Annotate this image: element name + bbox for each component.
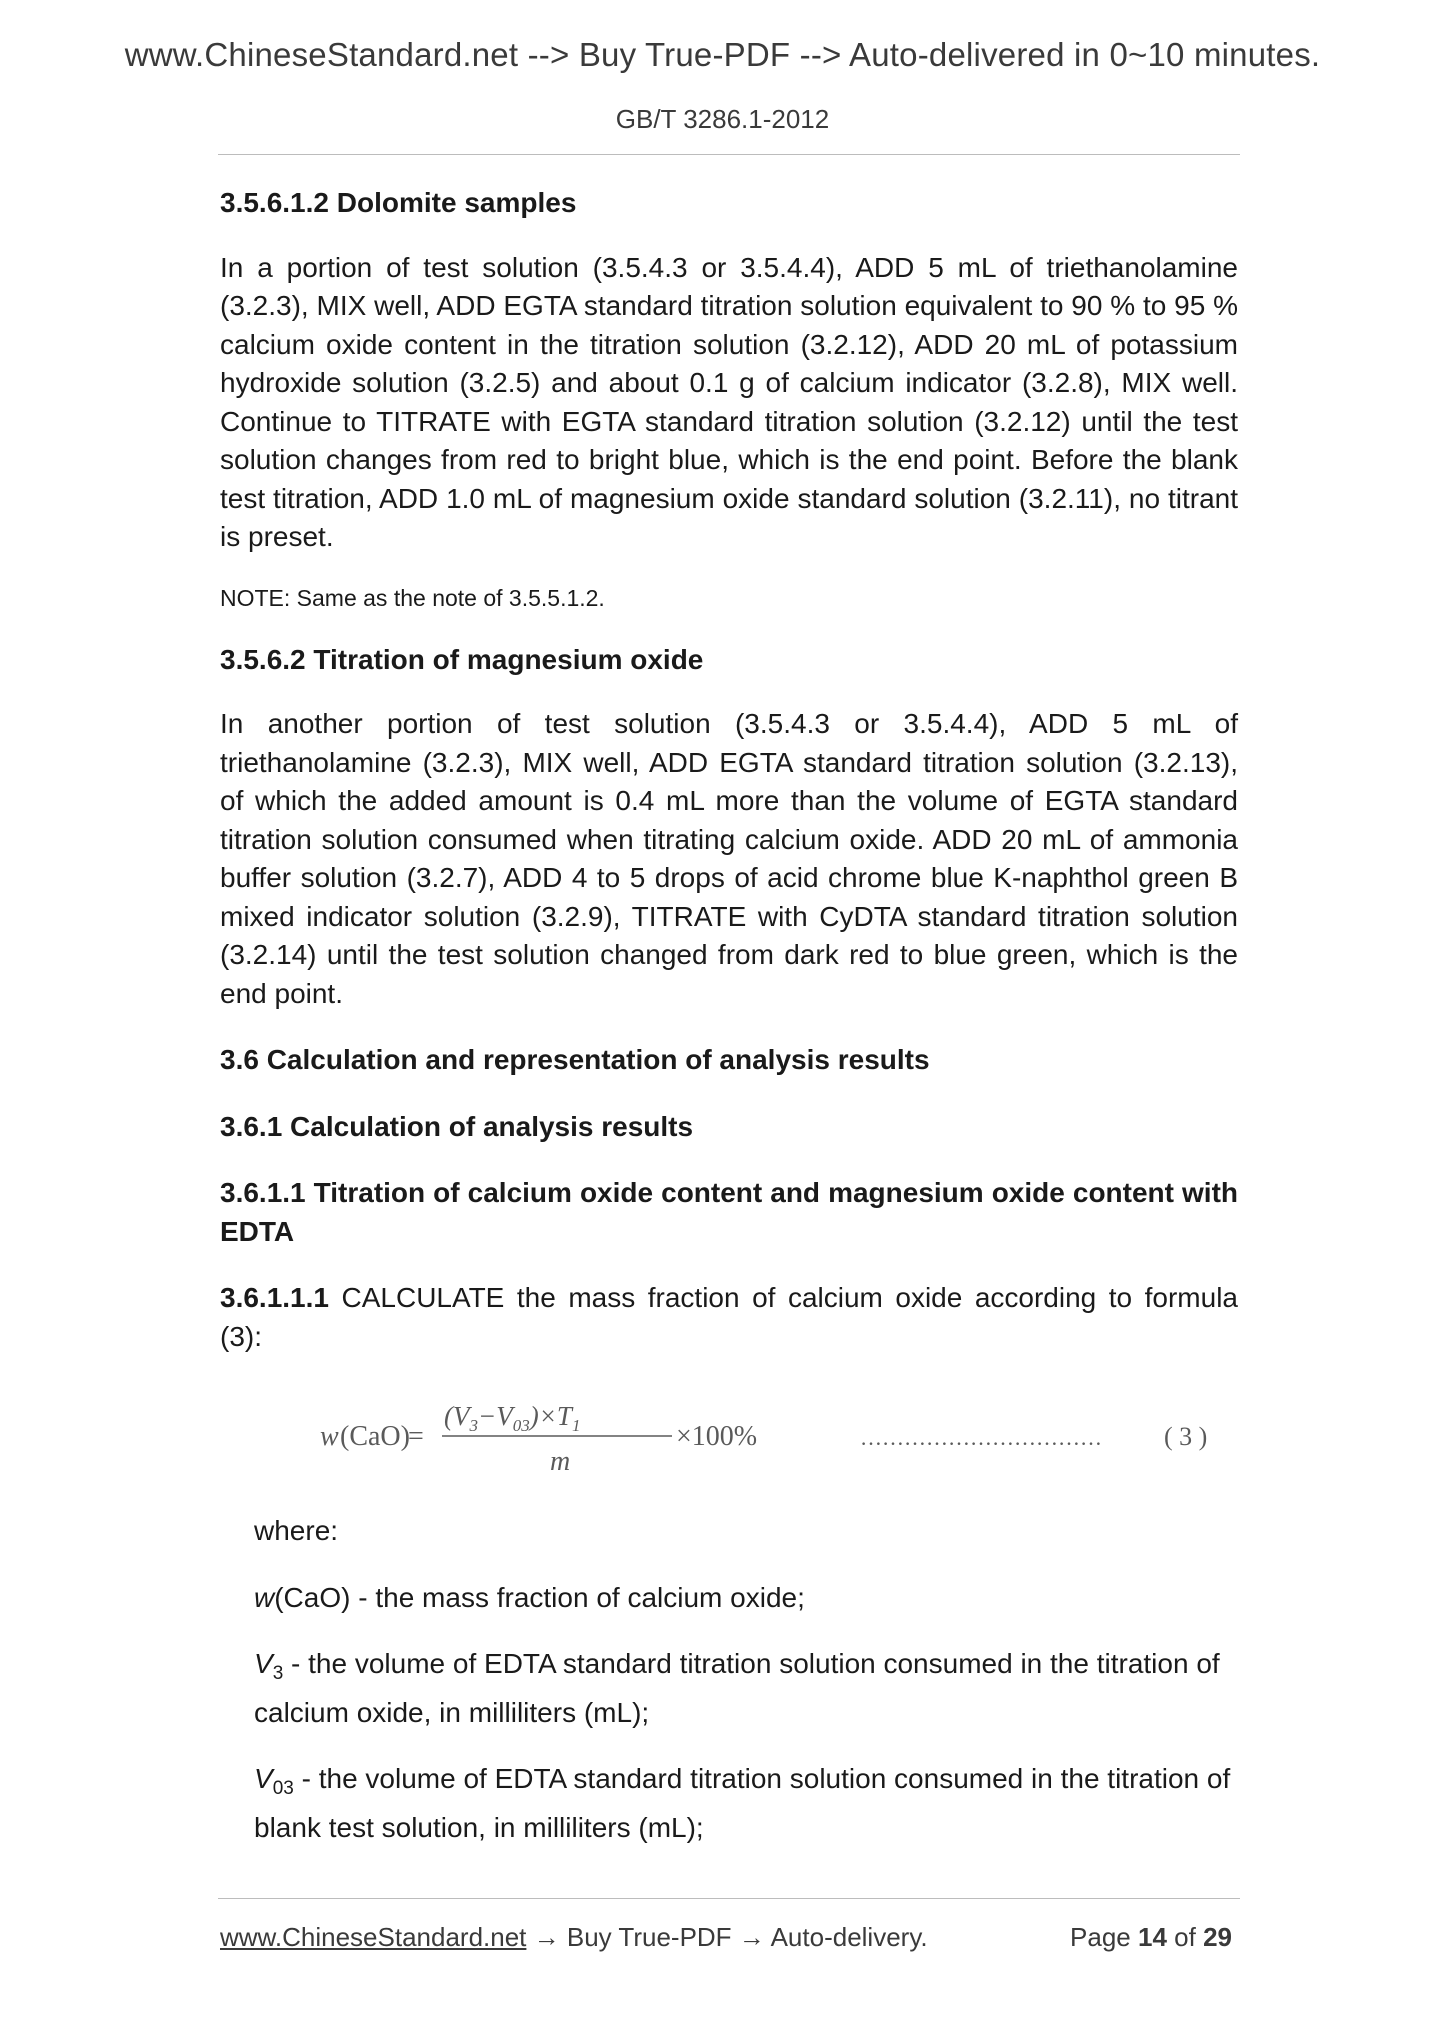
formula-open-v: (V xyxy=(444,1401,470,1431)
paragraph-mgo-procedure: In another portion of test solution (3.5.4.3 or 3.5.4.4), ADD 5 mL of triethanolamine (3.2.3), MIX well, ADD EGTA standard titration solution (3.2.13), of which the added amount is 0.4 mL more than the volume of EGTA standard titration solution consumed when titrating calcium oxide. ADD 20 mL of ammonia buffer solution (3.2.7), ADD 4 to 5 drops of acid chrome blue K-naphthol green B mixed indicator solution (3.2.9), TITRATE with CyDTA standard titration solution (3.2.14) until the test solution changed from dark red to blue green, which is the end point. xyxy=(220,708,1238,1009)
where-item-v03 xyxy=(254,1760,1238,1847)
formula-lhs-w: w xyxy=(320,1421,339,1452)
paragraph-cao-formula-intro xyxy=(220,1279,1238,1356)
heading-calculation: 3.6.1 Calculation of analysis results xyxy=(220,1110,694,1142)
symbol-subscript: 3 xyxy=(272,1663,284,1684)
formula-leader-dots: …………………………… xyxy=(860,1425,1102,1450)
formula-number: ( 3 ) xyxy=(1164,1422,1208,1451)
formula-t1-sub: 1 xyxy=(571,1416,581,1435)
formula-v03-sub: 03 xyxy=(512,1416,530,1435)
formula-3 xyxy=(220,1386,1238,1486)
arrow-icon: → xyxy=(731,1922,771,1952)
symbol: V xyxy=(254,1763,273,1794)
where-label: where: xyxy=(254,1515,339,1546)
site-link[interactable]: www.ChineseStandard.net xyxy=(220,1922,527,1952)
heading-mgo-titration: 3.5.6.2 Titration of magnesium oxide xyxy=(220,643,704,675)
symbol: V xyxy=(254,1648,273,1679)
definition: - the mass fraction of calcium oxide; xyxy=(350,1581,805,1613)
symbol-rest: (CaO) xyxy=(274,1581,351,1613)
header-divider xyxy=(218,154,1240,155)
page-label: Page xyxy=(1070,1922,1131,1952)
formula-lhs: (CaO) xyxy=(340,1421,410,1452)
clause-text: CALCULATE the mass fraction of calcium oxide according to formula (3): xyxy=(220,1282,1238,1352)
formula-denominator: m xyxy=(550,1446,571,1477)
formula-graphic xyxy=(220,1386,1238,1486)
formula-times-100: ×100% xyxy=(676,1421,758,1452)
heading-dolomite-samples: 3.5.6.1.2 Dolomite samples xyxy=(220,187,577,218)
where-item-v3 xyxy=(254,1645,1238,1732)
clause-number: 3.6.1.1.1 xyxy=(220,1282,329,1313)
paragraph-dolomite-procedure: In a portion of test solution (3.5.4.3 or 3.5.4.4), ADD 5 mL of triethanolamine (3.2.3), MIX well, ADD EGTA standard titration solution equivalent to 90 % to 95 % calcium oxide content in the titration solution (3.2.12), ADD 20 mL of potassium hydroxide solution (3.2.5) and about 0.1 g of calcium indicator (3.2.8), MIX well. Continue to TITRATE with EGTA standard titration solution (3.2.12) until the test solution changes from red to bright blue, which is the end point. Before the blank test titration, ADD 1.0 mL of magnesium oxide standard solution (3.2.11), no titrant is preset. xyxy=(220,251,1238,552)
symbol-subscript: 03 xyxy=(272,1778,294,1799)
site-banner: www.ChineseStandard.net --> Buy True-PDF --> Auto-delivered in 0~10 minutes. xyxy=(124,36,1321,73)
formula-times-t: )×T xyxy=(529,1401,572,1431)
definition: - the volume of EDTA standard titration solution consumed in the titration of blank test solution, in milliliters (mL); xyxy=(254,1763,1231,1843)
footer-divider xyxy=(218,1898,1240,1899)
definition: - the volume of EDTA standard titration solution consumed in the titration of calcium oxide, in milliliters (mL); xyxy=(254,1648,1220,1728)
formula-v3-sub: 3 xyxy=(469,1416,478,1435)
symbol: w xyxy=(254,1581,275,1613)
page-current: 14 xyxy=(1138,1922,1167,1952)
heading-edta-titration: 3.6.1.1 Titration of calcium oxide content and magnesium oxide content with EDTA xyxy=(220,1177,1238,1247)
of-label: of xyxy=(1174,1922,1196,1952)
buy-text: Buy True-PDF xyxy=(566,1922,732,1952)
standard-number: GB/T 3286.1-2012 xyxy=(615,104,830,134)
delivery-text: Auto-delivery. xyxy=(770,1922,928,1952)
document-body xyxy=(220,184,1238,1847)
arrow-icon: → xyxy=(526,1922,567,1952)
footer-links xyxy=(220,1922,928,1953)
page-indicator xyxy=(1070,1922,1232,1953)
formula-numerator xyxy=(444,1401,580,1435)
page-total: 29 xyxy=(1203,1922,1232,1952)
formula-equals: = xyxy=(408,1421,424,1452)
where-block xyxy=(220,1512,1238,1847)
note-dolomite: NOTE: Same as the note of 3.5.5.1.2. xyxy=(220,584,605,611)
heading-calculation-representation: 3.6 Calculation and representation of analysis results xyxy=(220,1044,930,1075)
where-item-w-cao xyxy=(254,1579,1238,1618)
formula-minus-v: −V xyxy=(477,1401,513,1431)
